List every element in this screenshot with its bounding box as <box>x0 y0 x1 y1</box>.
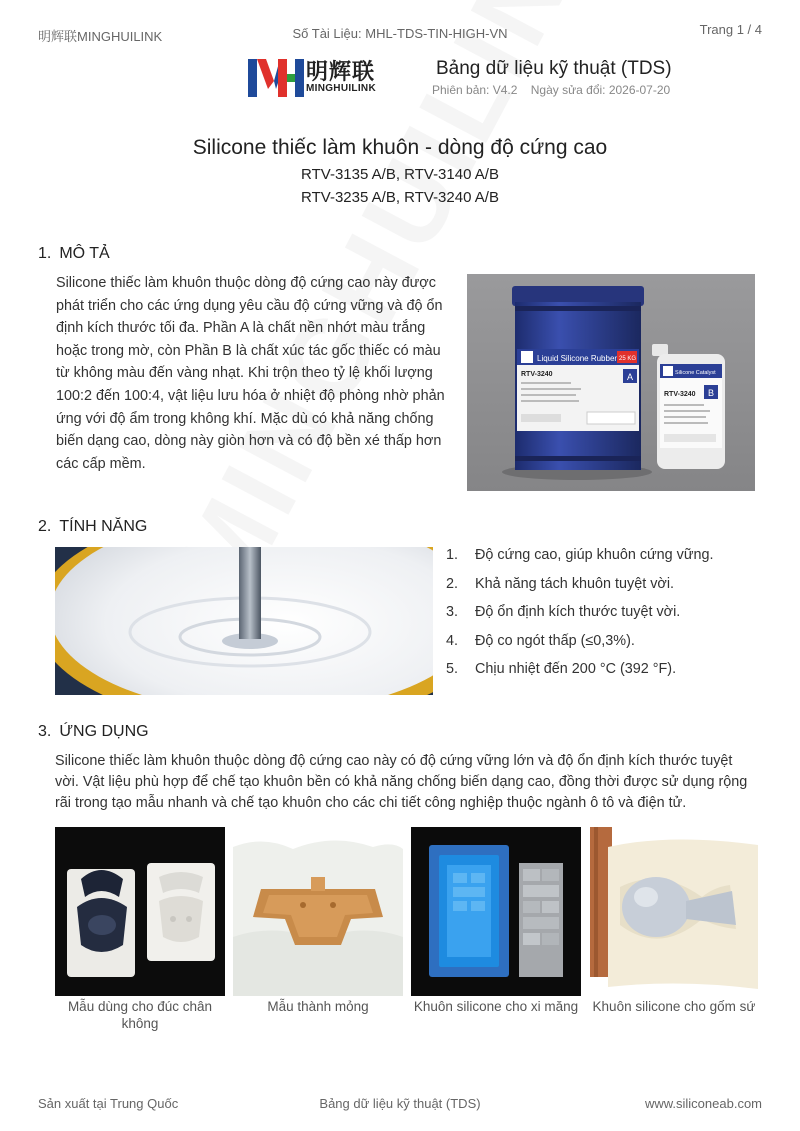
section-title: MÔ TẢ <box>59 245 110 262</box>
list-item: 3. Độ ổn định kích thước tuyệt vời. <box>446 604 681 620</box>
header-page-number: Trang 1 / 4 <box>699 22 762 37</box>
applications-text: Silicone thiếc làm khuôn thuộc dòng độ cứng cao này có độ cứng vững lớn và độ ổn định kích thước tuyệt vời. Vật liệu phù hợp để chế tạo khuôn bền có khả năng chống biến dạng cao, đồng thời được sử dụng rộng rãi trong tạo mẫu nhanh và chế tạo khuôn cho các chi tiết công nghiệp thuộc ngành ô tô và điện tử. <box>55 753 748 811</box>
list-item: 4. Độ co ngót thấp (≤0,3%). <box>446 632 635 649</box>
bottle-brand-label: Silicone Catalyst <box>675 370 716 376</box>
footer-made-in: Sản xuất tại Trung Quốc <box>38 1096 179 1111</box>
product-models-line1: RTV-3135 A/B, RTV-3140 A/B <box>301 166 499 183</box>
silicone-mixing-image <box>55 547 433 695</box>
can-brand-label: Liquid Silicone Rubber <box>537 354 618 363</box>
page-header <box>38 22 762 42</box>
list-item: 5. Chịu nhiệt đến 200 °C (392 °F). <box>446 661 677 677</box>
gallery-image-cement-mold <box>411 827 581 996</box>
gallery-image-ceramic-mold <box>590 827 760 996</box>
header-doc-number: Số Tài Liệu: MHL-TDS-TIN-HIGH-VN <box>292 26 508 41</box>
section-heading-applications <box>38 723 149 741</box>
footer-website-link[interactable]: www.siliconeab.com <box>644 1096 762 1111</box>
product-title: Silicone thiếc làm khuôn - dòng độ cứng cao <box>192 136 608 159</box>
header-brand: 明辉联MINGHUILINK <box>38 29 163 44</box>
can-weight-label: 25 KG <box>619 356 637 362</box>
gallery-image-thin-wall <box>233 827 403 996</box>
can-model-label: RTV-3240 <box>521 371 553 378</box>
doc-revised: Ngày sửa đổi: 2026-07-20 <box>530 83 671 97</box>
doc-title: Bảng dữ liệu kỹ thuật (TDS) <box>436 58 672 79</box>
gallery-caption: Khuôn silicone cho gốm sứ <box>592 999 756 1014</box>
logo-en-text: MINGHUILINK <box>306 83 376 94</box>
section-number: 1. <box>38 245 52 262</box>
gallery-image-vacuum-casting <box>55 827 225 996</box>
logo-mark-icon <box>246 55 306 101</box>
page-footer <box>38 1096 762 1111</box>
features-list <box>446 545 714 688</box>
list-item: 1. Độ cứng cao, giúp khuôn cứng vững. <box>446 547 714 563</box>
product-models-line2: RTV-3235 A/B, RTV-3240 A/B <box>301 189 499 206</box>
description-text: Silicone thiếc làm khuôn thuộc dòng độ cứng cao này được phát triển cho các ứng dụng yêu cầu độ cứng vững và độ ổn định kích thước tối đa. Phần A là chất nền nhớt màu trắng hoặc trong mờ, còn Phần B là chất xúc tác gốc thiếc có màu từ không màu đến vàng nhạt. Khi trộn theo tỷ lệ khối lượng 100:2 đến 100:4, vật liệu lưu hóa ở nhiệt độ phòng nhờ phản ứng với độ ẩm trong không khí. Mặc dù có khả năng chống biến dạng cao, dòng này giòn hơn và có độ bền xé thấp hơn các cấp mềm. <box>56 275 445 472</box>
can-part-label: A <box>627 372 634 382</box>
gallery-caption: Khuôn silicone cho xi măng <box>413 999 579 1014</box>
product-packaging-image <box>467 274 755 491</box>
section-number: 2. <box>38 518 52 535</box>
bottle-model-label: RTV-3240 <box>664 391 696 398</box>
section-number: 3. <box>38 723 52 740</box>
footer-doc-type: Bảng dữ liệu kỹ thuật (TDS) <box>319 1096 481 1111</box>
gallery-caption: Mẫu thành mỏng <box>267 999 369 1014</box>
logo-cn-text: 明辉联 <box>306 59 376 84</box>
section-heading-description <box>38 245 110 263</box>
gallery-caption: Mẫu dùng cho đúc chân không <box>67 999 213 1031</box>
list-item: 2. Khả năng tách khuôn tuyệt vời. <box>446 575 675 592</box>
section-heading-features <box>38 518 147 536</box>
section-title: ỨNG DỤNG <box>59 723 149 740</box>
doc-version: Phiên bản: V4.2 <box>432 83 518 97</box>
bottle-part-label: B <box>708 388 715 398</box>
company-logo <box>246 55 386 101</box>
section-title: TÍNH NĂNG <box>59 518 148 535</box>
doc-meta <box>432 83 670 97</box>
